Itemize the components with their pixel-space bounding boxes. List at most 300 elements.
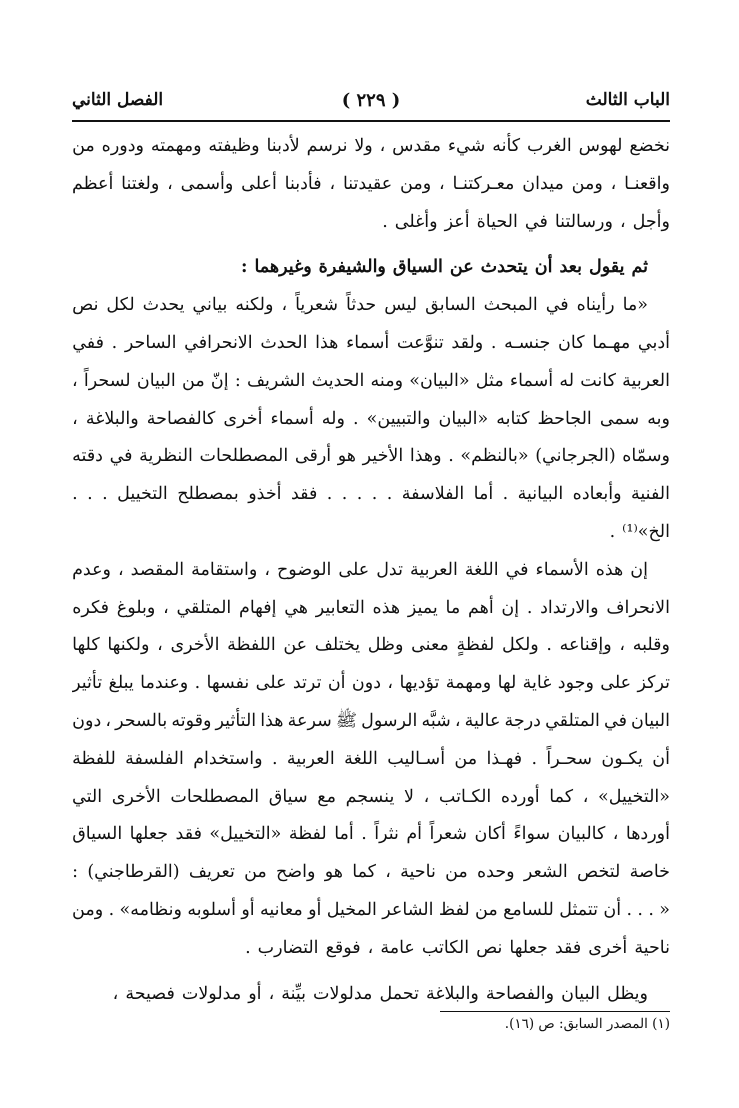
- word: المبحث: [483, 295, 538, 316]
- word: كانت: [580, 370, 616, 391]
- word: أوردها: [625, 824, 670, 845]
- word: يبلغ: [108, 673, 134, 694]
- word: ولكنها: [107, 635, 150, 656]
- word: حدثاً: [346, 295, 377, 316]
- word: عن: [449, 257, 474, 278]
- text-line: [72, 741, 670, 779]
- word: الحديث: [311, 370, 365, 391]
- word: كما: [352, 862, 377, 883]
- page-number: ( ٢٢٩ ): [341, 90, 401, 111]
- word: العربية: [622, 370, 670, 391]
- text-line: [72, 930, 670, 968]
- word: .: [102, 484, 108, 505]
- word: فقد: [175, 824, 202, 845]
- paragraph-2: [72, 249, 670, 287]
- word: ولا: [354, 136, 373, 156]
- word: التأثير: [215, 710, 257, 731]
- word: غاية: [522, 673, 552, 694]
- word: مع: [317, 786, 336, 807]
- word: الأخرى: [111, 786, 161, 807]
- word: والبلاغة: [85, 408, 139, 429]
- paragraph-1: [72, 128, 670, 241]
- text-line: [72, 166, 670, 204]
- word: بيِّنة: [281, 983, 307, 1004]
- text-line: [72, 204, 670, 242]
- word: دون: [351, 673, 382, 694]
- word: الفنية: [631, 484, 670, 505]
- word: أورده: [500, 786, 540, 807]
- word: ،: [387, 673, 394, 694]
- word: الحدث: [260, 332, 308, 353]
- word: .: [361, 824, 367, 845]
- word: تركز: [637, 673, 670, 694]
- word: وغيرهما: [254, 257, 312, 278]
- text-line: [72, 627, 670, 665]
- word: .: [371, 484, 378, 505]
- word: ،: [612, 824, 619, 845]
- text-line: [72, 854, 670, 892]
- word: لفظةٍ: [456, 635, 495, 656]
- word: .: [382, 211, 388, 232]
- word: «: [659, 899, 670, 920]
- word: تعريف: [188, 862, 235, 883]
- word: اللفظة: [227, 635, 276, 656]
- word: له: [559, 370, 575, 391]
- word: ،: [582, 786, 589, 807]
- word: الفلسفة: [125, 748, 184, 769]
- word: أما: [473, 484, 494, 505]
- word: (الجرجاني): [535, 446, 616, 467]
- word: يكـون: [601, 748, 643, 769]
- word: هذه: [595, 559, 624, 580]
- word: عالية: [464, 710, 501, 731]
- word: ومن: [400, 173, 432, 194]
- word: .: [648, 899, 654, 920]
- footnote: (١) المصدر السابق: ص (١٦).: [504, 1016, 670, 1032]
- word: ،: [454, 710, 461, 731]
- word: في: [604, 710, 627, 731]
- word: جنسـه: [504, 332, 551, 353]
- word: :: [72, 862, 79, 883]
- word: «ما: [622, 295, 648, 316]
- word: أخرى: [588, 937, 628, 958]
- word: والبلاغة: [425, 983, 479, 1004]
- word: الوضوح: [276, 559, 332, 580]
- word: من: [182, 370, 205, 391]
- word: ومن: [72, 899, 104, 920]
- word: أن: [327, 673, 346, 694]
- text-line: [72, 892, 670, 930]
- text-line: [72, 665, 670, 703]
- word: معانيه: [260, 899, 303, 920]
- word: تنوَّعت: [396, 332, 444, 353]
- word: في: [524, 211, 548, 232]
- word: الشريف: [246, 370, 306, 391]
- word: التضارب: [257, 937, 319, 958]
- word: لتخص: [577, 862, 621, 883]
- text-line: [72, 287, 670, 325]
- word: ميدان: [522, 173, 564, 194]
- word: الشعر: [523, 862, 568, 883]
- word: وهذا: [409, 446, 442, 467]
- word: يتحدث: [480, 257, 528, 278]
- word: أما: [334, 824, 354, 845]
- word: السياق: [72, 824, 123, 845]
- word: سواءً: [513, 824, 551, 845]
- word: سحـراً: [546, 748, 592, 769]
- word: لهوس: [578, 136, 623, 156]
- word: نثراً: [374, 824, 399, 845]
- word: أعظم: [72, 173, 114, 194]
- word: ،: [72, 408, 78, 429]
- word: البيان: [136, 370, 176, 391]
- word: المتلقي: [176, 597, 232, 618]
- word: بمصطلح: [177, 484, 239, 505]
- word: الكاتب: [421, 937, 470, 958]
- word: الأخير: [362, 446, 404, 467]
- word: والتبيين»: [366, 408, 431, 429]
- word: دقته: [72, 446, 103, 467]
- word: وإقناعه: [559, 635, 612, 656]
- word: وله: [321, 408, 345, 429]
- word: وأسمى: [180, 173, 234, 194]
- word: من: [454, 748, 478, 769]
- word: ومهمة: [445, 673, 492, 694]
- word: ،: [72, 370, 78, 391]
- word: العربية: [286, 748, 335, 769]
- word: سرعة: [287, 710, 332, 731]
- word: ومن: [571, 173, 603, 194]
- word: ،: [163, 597, 169, 618]
- word: واستقامة: [191, 559, 258, 580]
- word: شعرياً: [295, 295, 339, 316]
- quotation-paragraph: [72, 287, 670, 552]
- text-line: [72, 976, 670, 1014]
- word: الجاحظ: [537, 408, 592, 429]
- word: .: [609, 521, 616, 542]
- word: ،: [619, 635, 626, 656]
- word: ،: [610, 173, 617, 194]
- word: ولغتنا: [121, 173, 160, 194]
- word: البيان: [561, 983, 601, 1004]
- word: أسماء: [270, 408, 314, 429]
- word: أم: [406, 824, 423, 845]
- text-line: [72, 514, 670, 552]
- word: اللغة: [464, 559, 499, 580]
- word: ناحية: [400, 862, 436, 883]
- word: .: [546, 635, 552, 656]
- word: هذه: [372, 597, 401, 618]
- word: الخ»⁽¹⁾: [622, 521, 670, 542]
- word: نفسها: [206, 673, 250, 694]
- word: «بالنظم»: [460, 446, 529, 467]
- word: ،: [264, 559, 270, 580]
- word: بياني: [192, 295, 228, 316]
- word: وقوته: [171, 710, 212, 731]
- word: مدلولات: [313, 983, 373, 1004]
- word: ولكنه: [235, 295, 274, 316]
- word: التعابير: [315, 597, 365, 618]
- word: السابق: [425, 295, 476, 316]
- word: :: [240, 257, 248, 278]
- word: عقيدتنا: [342, 173, 393, 194]
- word: الشاعر: [382, 899, 434, 920]
- paragraph-4: [72, 552, 670, 968]
- word: العربية: [409, 559, 458, 580]
- word: من: [445, 862, 468, 883]
- word: جعلها: [509, 937, 548, 958]
- word: هو: [337, 446, 357, 467]
- word: الانحراف: [606, 597, 670, 618]
- word: ونظامه»: [119, 899, 182, 920]
- word: المتلقي: [545, 710, 600, 731]
- word: أسماء: [346, 332, 390, 353]
- word: ثم: [631, 257, 648, 278]
- text-line: [72, 325, 670, 363]
- word: للفظة: [72, 748, 116, 769]
- word: أسلوبه: [187, 899, 236, 920]
- word: المصطلحات: [170, 786, 260, 807]
- word: فقد: [290, 484, 318, 505]
- word: بالسحر: [115, 710, 168, 731]
- word: واقعنـا: [624, 173, 670, 194]
- word: الغرب: [526, 136, 572, 156]
- word: كتابه: [496, 408, 530, 429]
- word: «التخييل»: [209, 824, 282, 845]
- word: والارتداد: [540, 597, 599, 618]
- word: ،: [423, 786, 430, 807]
- word: المخيل: [326, 899, 377, 920]
- word: .: [326, 484, 333, 505]
- word: .: [490, 332, 497, 353]
- word: أو: [248, 983, 262, 1004]
- word: والشيفرة: [318, 257, 386, 278]
- word: يقول: [588, 257, 625, 278]
- word: نرسم: [306, 136, 348, 156]
- word: جعلها: [129, 824, 169, 845]
- word: شعراً: [429, 824, 468, 845]
- word: ،: [268, 983, 275, 1004]
- word: .: [626, 899, 633, 920]
- word: «التخييل»: [598, 786, 670, 807]
- word: دون: [72, 710, 102, 731]
- word: .: [386, 484, 393, 505]
- word: معـركتنـا: [452, 173, 515, 194]
- word: أو: [241, 899, 255, 920]
- word: هذا: [260, 710, 284, 731]
- word: ﷺ: [335, 710, 358, 731]
- word: للسامع: [503, 899, 554, 920]
- word: لأدبنا: [266, 136, 300, 156]
- word: ،: [619, 211, 626, 232]
- word: أعز: [444, 211, 470, 232]
- word: هي: [284, 597, 309, 618]
- word: .: [87, 484, 93, 505]
- word: أن: [603, 899, 622, 920]
- word: نخضع: [629, 136, 670, 156]
- text-line: [72, 249, 670, 287]
- word: من: [475, 899, 498, 920]
- word: على: [338, 559, 370, 580]
- word: ليس: [384, 295, 418, 316]
- word: وجود: [557, 673, 594, 694]
- word: :: [234, 370, 241, 391]
- word: كما: [549, 786, 574, 807]
- word: الانحرافي: [184, 332, 253, 353]
- word: فكره: [72, 597, 110, 618]
- text-line: [72, 779, 670, 817]
- word: .: [526, 597, 533, 618]
- word: لفظة: [288, 824, 327, 845]
- word: وعدم: [72, 559, 112, 580]
- word: إنّ: [210, 370, 229, 391]
- word: خاصة: [629, 862, 670, 883]
- word: ولكل: [502, 635, 539, 656]
- word: سياق: [268, 786, 308, 807]
- word: على: [255, 673, 287, 694]
- word: إفهام: [239, 597, 277, 618]
- text-line: [72, 438, 670, 476]
- word: وأجل: [632, 211, 670, 232]
- word: عامة: [380, 937, 415, 958]
- text-line: [72, 552, 670, 590]
- paragraph-5: [72, 976, 670, 1014]
- word: .: [194, 673, 201, 694]
- body-text: [72, 128, 670, 1013]
- word: لا: [403, 786, 414, 807]
- text-line: [72, 363, 670, 401]
- word: ورسالتنا: [554, 211, 613, 232]
- word: أسماء: [509, 370, 554, 391]
- word: النظرية: [139, 446, 193, 467]
- word: هذا: [315, 332, 339, 353]
- word: ويظل: [607, 983, 648, 1004]
- word: واضح: [276, 862, 316, 883]
- word: أو: [308, 899, 322, 920]
- word: .: [108, 899, 115, 920]
- word: الأخرى: [170, 635, 220, 656]
- word: فقد: [554, 937, 582, 958]
- word: أعلى: [241, 173, 277, 194]
- word: وعندما: [140, 673, 189, 694]
- word: وظل: [367, 635, 404, 656]
- word: بعد: [559, 257, 582, 278]
- word: اللغة: [344, 748, 378, 769]
- word: ،: [329, 173, 336, 194]
- word: يختلف: [314, 635, 361, 656]
- word: وبه: [647, 408, 670, 429]
- word: المصطلحات: [199, 446, 289, 467]
- word: أخذو: [248, 484, 282, 505]
- word: ،: [118, 559, 124, 580]
- text-line: [72, 590, 670, 628]
- word: لكل: [106, 295, 135, 316]
- word: سمى: [599, 408, 640, 429]
- word: .: [245, 937, 251, 958]
- word: تتمثل: [559, 899, 599, 920]
- word: كالبيان: [557, 824, 606, 845]
- word: لسحراً: [83, 370, 131, 391]
- word: ودوره: [101, 136, 144, 156]
- word: أن: [534, 257, 553, 278]
- word: .: [502, 484, 509, 505]
- word: ،: [367, 937, 374, 958]
- word: والفصاحة: [485, 983, 555, 1004]
- word: مدلولات: [181, 983, 242, 1004]
- word: ناحية: [634, 937, 670, 958]
- word: السياق: [392, 257, 443, 278]
- word: أسـاليب: [387, 748, 446, 769]
- word: فصيحة: [125, 983, 175, 1004]
- word: في: [545, 295, 569, 316]
- word: ،: [281, 295, 288, 316]
- word: .: [356, 484, 363, 505]
- word: التي: [72, 786, 103, 807]
- text-line: [72, 128, 670, 166]
- word: وأبعاده: [572, 484, 622, 505]
- page-header: [72, 84, 670, 118]
- word: ،: [105, 710, 112, 731]
- word: «البيان»: [409, 370, 470, 391]
- word: تحمل: [379, 983, 419, 1004]
- word: مهـما: [592, 332, 631, 353]
- word: الكـاتب: [438, 786, 492, 807]
- word: أهم: [467, 597, 494, 618]
- word: نص: [72, 295, 99, 316]
- word: إن: [630, 559, 648, 580]
- section-title: الفصل الثاني: [72, 90, 164, 110]
- word: عن: [283, 635, 308, 656]
- word: ما: [445, 597, 461, 618]
- word: ،: [112, 983, 119, 1004]
- word: ترتد: [292, 673, 322, 694]
- word: ،: [167, 173, 173, 194]
- word: ينسجم: [345, 786, 395, 807]
- word: هو: [324, 862, 343, 883]
- word: .: [271, 748, 278, 769]
- word: من: [72, 136, 95, 156]
- word: تأثير: [72, 673, 103, 694]
- word: وقلبه: [632, 635, 670, 656]
- word: كلها: [72, 635, 100, 656]
- word: تؤديها: [399, 673, 440, 694]
- word: المقصد: [130, 559, 185, 580]
- word: .: [448, 446, 454, 467]
- word: درجة: [504, 710, 541, 731]
- word: كأنه: [492, 136, 521, 156]
- header-divider: [72, 120, 670, 122]
- word: «البيان: [438, 408, 489, 429]
- word: على: [600, 673, 632, 694]
- word: وبلوغ: [116, 597, 156, 618]
- word: الساحر: [124, 332, 177, 353]
- text-line: [72, 816, 670, 854]
- text-line: [72, 401, 670, 439]
- word: ،: [385, 862, 391, 883]
- word: .: [111, 332, 118, 353]
- word: ،: [439, 173, 445, 194]
- word: أخرى: [223, 408, 263, 429]
- word: مقدس: [392, 136, 441, 156]
- word: .: [637, 899, 643, 920]
- word: وظيفته: [208, 136, 260, 156]
- word: في: [505, 559, 529, 580]
- word: تدل: [376, 559, 403, 580]
- word: نص: [476, 937, 503, 958]
- word: يحدث: [142, 295, 185, 316]
- word: ففي: [72, 332, 104, 353]
- word: الحياة: [476, 211, 518, 232]
